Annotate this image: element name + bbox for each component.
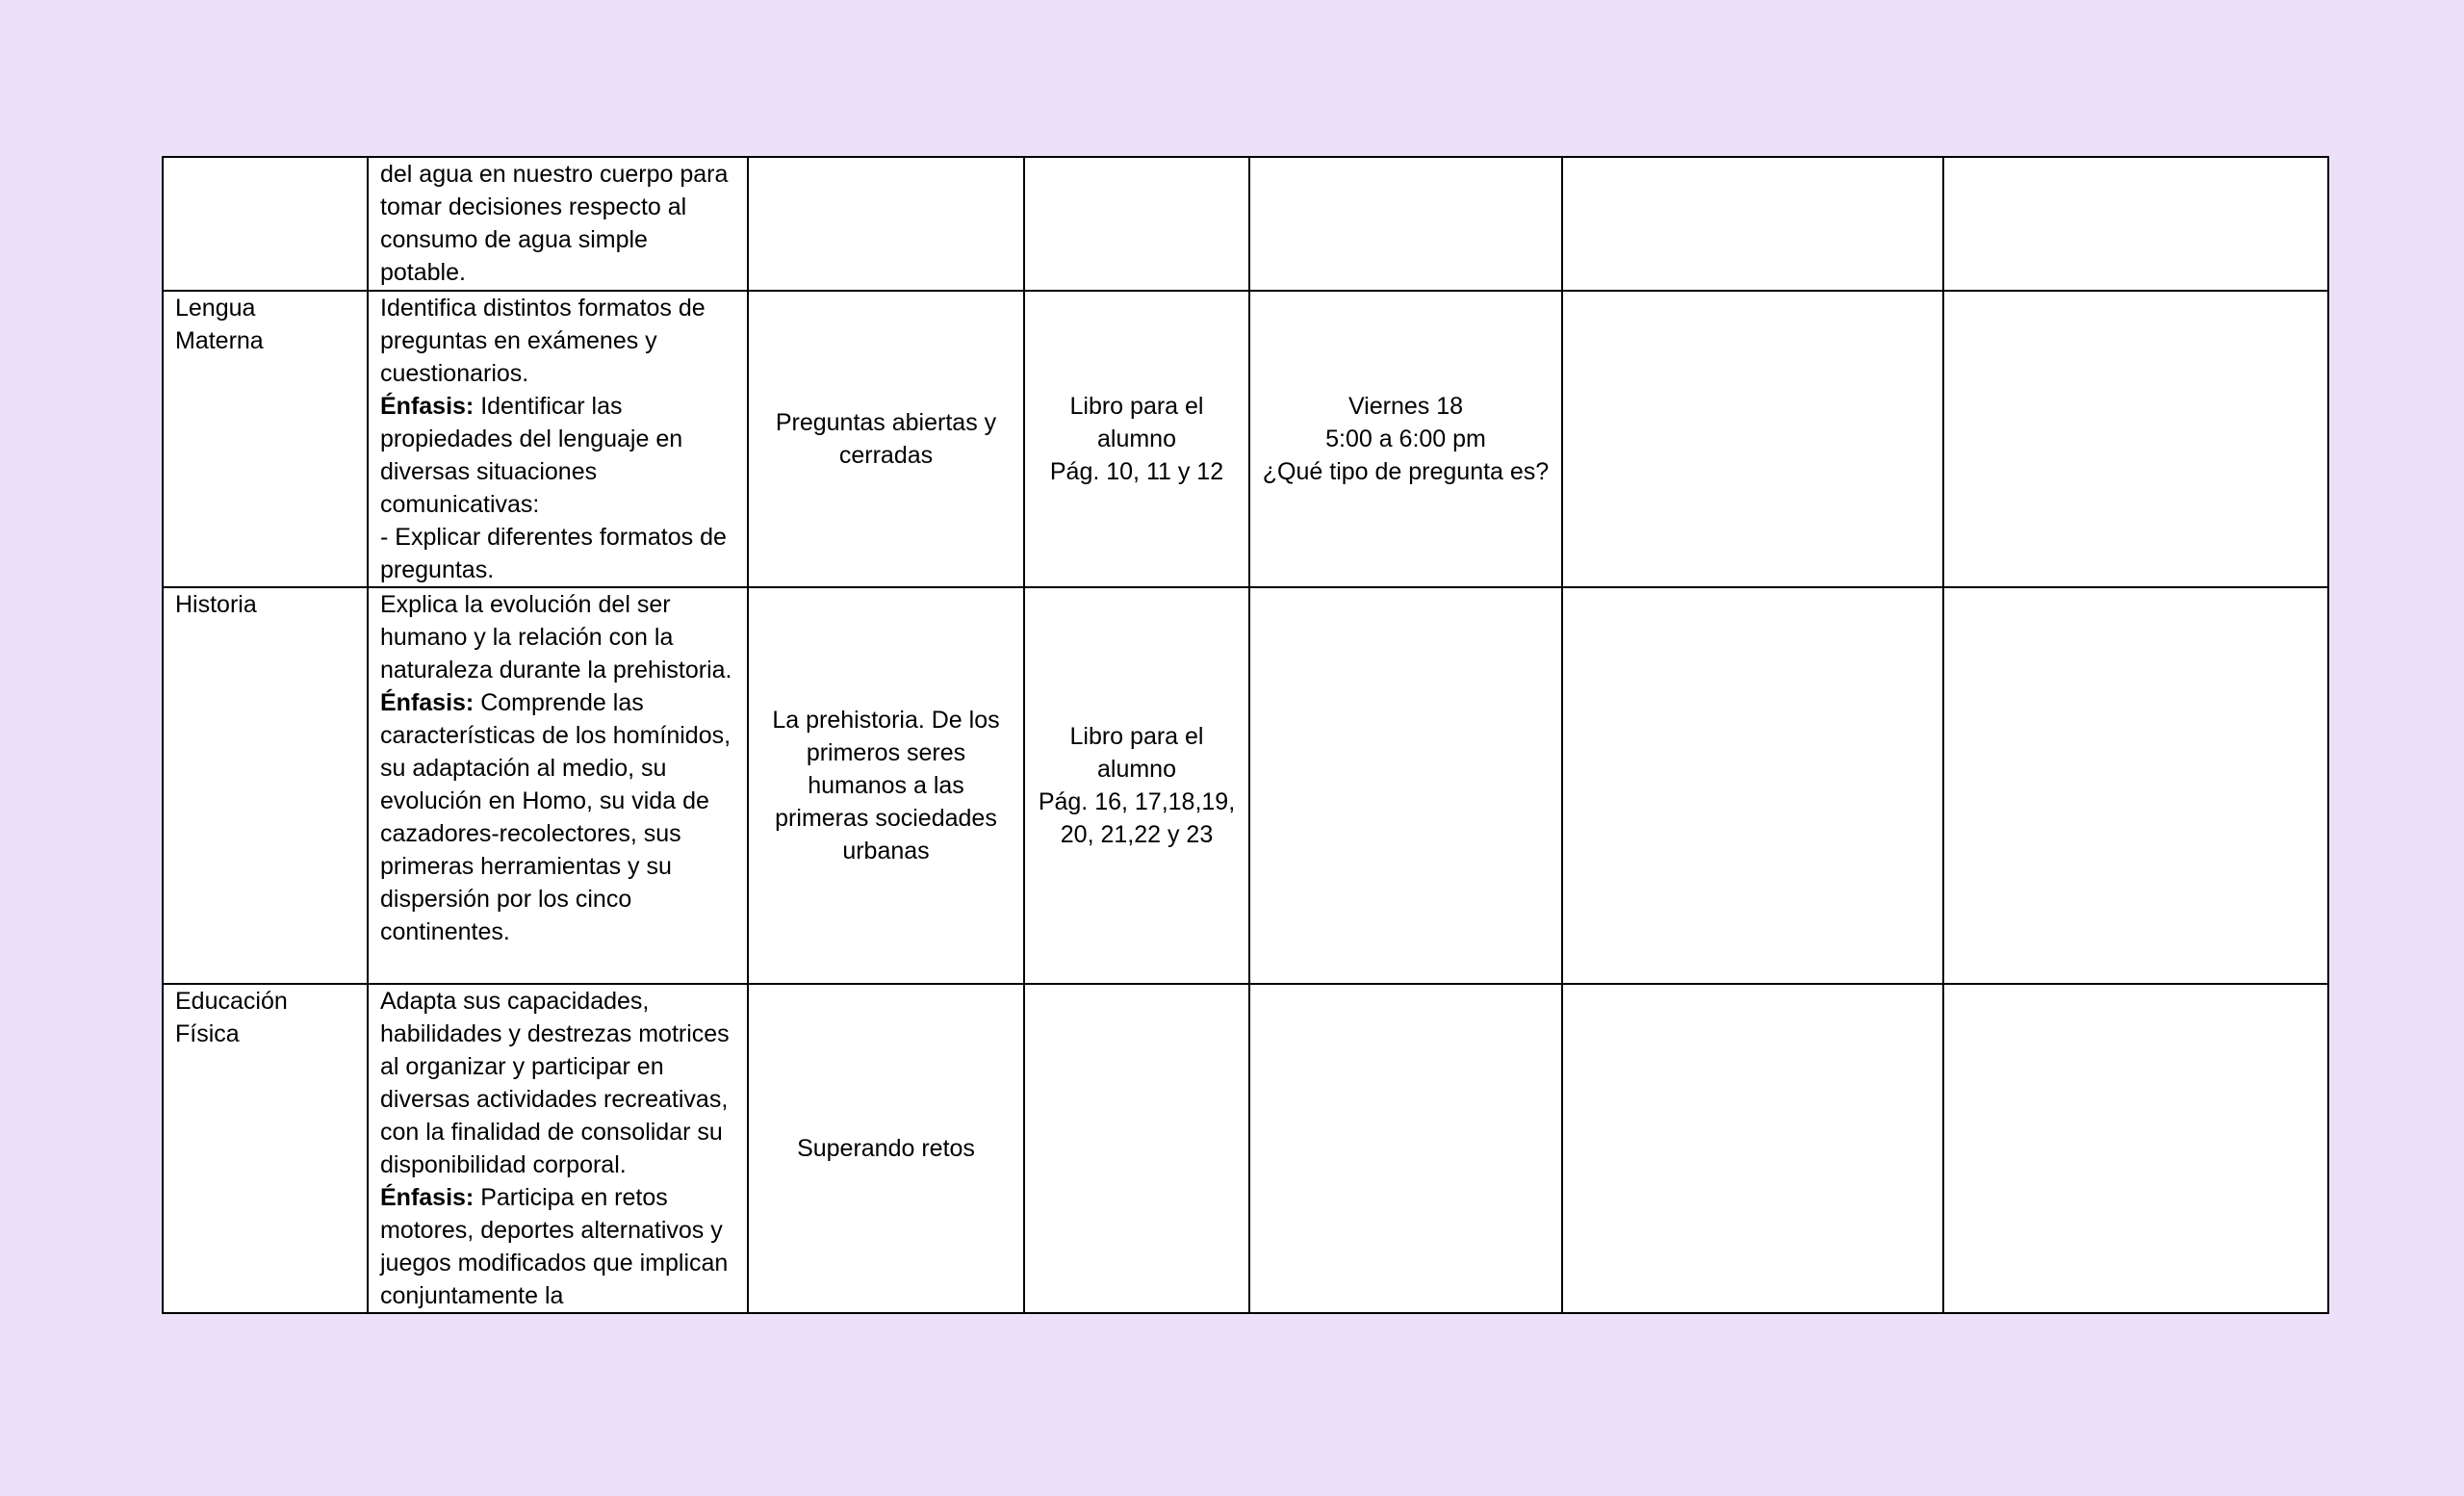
empty-cell: [1943, 157, 2328, 291]
subject-cell: Historia: [163, 587, 368, 984]
subject-cell: Educación Física: [163, 984, 368, 1313]
book-cell: [1024, 157, 1249, 291]
learning-cell: Adapta sus capacidades, habilidades y destrezas motrices al organizar y participar en diversas actividades recreativas, con la finalidad de consolidar su disponibilidad corporal. Énfasis: Participa en retos motores, deportes alternativos y juegos modificados que implican conjuntamente la: [368, 984, 748, 1313]
table-row: [163, 587, 2328, 984]
empty-cell: [1562, 157, 1943, 291]
book-cell: Libro para el alumno Pág. 10, 11 y 12: [1024, 291, 1249, 587]
subject-cell: Lengua Materna: [163, 291, 368, 587]
topic-cell: [748, 157, 1024, 291]
emphasis-label: Énfasis:: [380, 393, 475, 420]
topic-cell: Superando retos: [748, 984, 1024, 1313]
schedule-cell: [1249, 157, 1562, 291]
empty-cell: [1943, 291, 2328, 587]
learning-cell: del agua en nuestro cuerpo para tomar decisiones respecto al consumo de agua simple potable.: [368, 157, 748, 291]
learning-cell: Identifica distintos formatos de preguntas en exámenes y cuestionarios. Énfasis: Identificar las propiedades del lenguaje en diversas situaciones comunicativas: - Explicar diferentes formatos de preguntas.: [368, 291, 748, 587]
schedule-cell: [1249, 587, 1562, 984]
learning-cell: Explica la evolución del ser humano y la relación con la naturaleza durante la prehistoria. Énfasis: Comprende las características de los homínidos, su adaptación al medio, su evolución en Homo, su vida de cazadores-recolectores, sus primeras herramientas y su dispersión por los cinco continentes.: [368, 587, 748, 984]
book-cell: Libro para el alumno Pág. 16, 17,18,19, 20, 21,22 y 23: [1024, 587, 1249, 984]
topic-cell: Preguntas abiertas y cerradas: [748, 291, 1024, 587]
emphasis-label: Énfasis:: [380, 689, 475, 716]
plan-table: [162, 156, 2329, 1314]
empty-cell: [1562, 587, 1943, 984]
subject-cell: [163, 157, 368, 291]
schedule-cell: Viernes 18 5:00 a 6:00 pm ¿Qué tipo de pregunta es?: [1249, 291, 1562, 587]
table-row: [163, 157, 2328, 291]
empty-cell: [1943, 984, 2328, 1313]
emphasis-label: Énfasis:: [380, 1184, 475, 1211]
book-cell: [1024, 984, 1249, 1313]
empty-cell: [1562, 984, 1943, 1313]
topic-cell: La prehistoria. De los primeros seres humanos a las primeras sociedades urbanas: [748, 587, 1024, 984]
empty-cell: [1943, 587, 2328, 984]
empty-cell: [1562, 291, 1943, 587]
schedule-cell: [1249, 984, 1562, 1313]
table-row: [163, 984, 2328, 1313]
table-row: [163, 291, 2328, 587]
